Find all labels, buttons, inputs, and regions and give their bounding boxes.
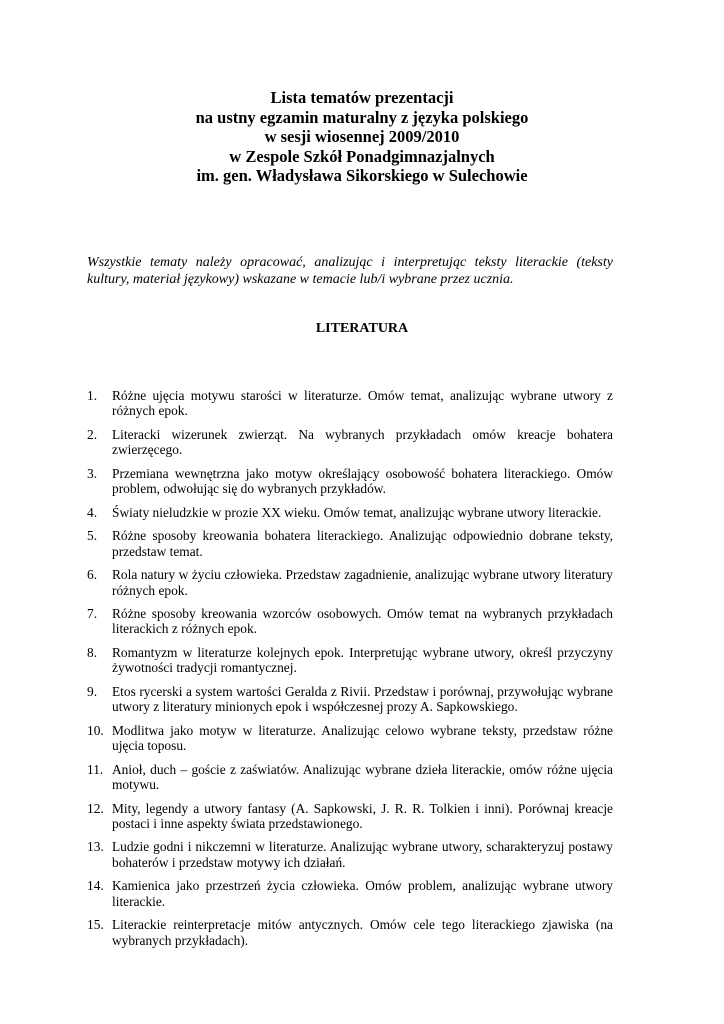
topic-item bbox=[87, 645, 613, 676]
topic-text: Kamienica jako przestrzeń życia człowieka. Omów problem, analizując wybrane utwory literackie. bbox=[112, 878, 613, 909]
title-line: w sesji wiosennej 2009/2010 bbox=[264, 127, 460, 147]
title-line: w Zespole Szkół Ponadgimnazjalnych bbox=[229, 146, 495, 166]
topic-text: Literackie reinterpretacje mitów antycznych. Omów cele tego literackiego zjawiska (na wybranych przykładach). bbox=[112, 917, 613, 948]
topic-text: Etos rycerski a system wartości Geralda z Rivii. Przedstaw i porównaj, przywołując wybrane utwory z literatury minionych epok i współczesnej prozy A. Sapkowskiego. bbox=[112, 683, 613, 715]
topic-item bbox=[87, 427, 613, 458]
topic-item bbox=[87, 606, 613, 637]
topic-number: 14. bbox=[87, 878, 104, 894]
topic-text: Różne sposoby kreowania bohatera literackiego. Analizując odpowiednio dobrane teksty, przedstaw temat. bbox=[112, 528, 613, 559]
topic-item bbox=[87, 878, 613, 909]
topic-number: 13. bbox=[87, 839, 104, 855]
topic-item bbox=[87, 801, 613, 832]
topic-number: 9. bbox=[87, 683, 98, 699]
topic-number: 8. bbox=[87, 644, 98, 660]
topic-item bbox=[87, 839, 613, 870]
topic-text: Różne ujęcia motywu starości w literaturze. Omów temat, analizując wybrane utwory z różnych epok. bbox=[112, 388, 613, 419]
topic-number: 11. bbox=[87, 761, 104, 777]
topic-text: Mity, legendy a utwory fantasy (A. Sapkowski, J. R. R. Tolkien i inni). Porównaj kreacje postaci i inne aspekty świata przedstawionego. bbox=[112, 800, 613, 831]
document-title bbox=[0, 88, 724, 186]
topic-item bbox=[87, 723, 613, 754]
title-line: im. gen. Władysława Sikorskiego w Sulechowie bbox=[196, 166, 528, 186]
topic-text: Rola natury w życiu człowieka. Przedstaw zagadnienie, analizując wybrane utwory literatury różnych epok. bbox=[112, 567, 613, 598]
topic-number: 6. bbox=[87, 567, 98, 583]
topic-text: Literacki wizerunek zwierząt. Na wybranych przykładach omów kreacje bohatera zwierzęcego. bbox=[112, 426, 613, 458]
topic-item bbox=[87, 466, 613, 497]
topic-list bbox=[87, 388, 613, 956]
topic-number: 7. bbox=[87, 606, 98, 622]
topic-number: 5. bbox=[87, 528, 98, 544]
topic-text: Romantyzm w literaturze kolejnych epok. Interpretując wybrane utwory, określ przyczyny żywotności tradycji romantycznej. bbox=[112, 644, 613, 676]
topic-item bbox=[87, 388, 613, 419]
topic-text: Różne sposoby kreowania wzorców osobowych. Omów temat na wybranych przykładach literackich z różnych epok. bbox=[112, 606, 613, 637]
topic-number: 12. bbox=[87, 800, 104, 816]
topic-item bbox=[87, 917, 613, 948]
topic-number: 2. bbox=[87, 426, 98, 442]
topic-number: 4. bbox=[87, 504, 98, 520]
topic-number: 15. bbox=[87, 917, 104, 933]
section-heading: LITERATURA bbox=[315, 321, 409, 336]
topic-item bbox=[87, 762, 613, 793]
topic-item bbox=[87, 684, 613, 715]
topic-number: 3. bbox=[87, 465, 98, 481]
topic-item bbox=[87, 528, 613, 559]
topic-number: 1. bbox=[87, 388, 98, 403]
intro-paragraph: Wszystkie tematy należy opracować, analizując i interpretując teksty literackie (teksty kultury, materiał językowy) wskazane w temacie lub/i wybrane przez ucznia. bbox=[87, 255, 613, 287]
topic-text: Przemiana wewnętrzna jako motyw określający osobowość bohatera literackiego. Omów problem, odwołując się do wybranych przykładów. bbox=[112, 465, 613, 497]
topic-number: 10. bbox=[87, 722, 104, 738]
topic-text: Ludzie godni i nikczemni w literaturze. Analizując wybrane utwory, scharakteryzuj postawy bohaterów i przedstaw motywy ich działań. bbox=[112, 839, 613, 870]
topic-text: Światy nieludzkie w prozie XX wieku. Omów temat, analizując wybrane utwory literackie. bbox=[112, 504, 602, 520]
topic-item bbox=[87, 505, 613, 520]
topic-text: Modlitwa jako motyw w literaturze. Analizując celowo wybrane teksty, przedstaw różne ujęcia toposu. bbox=[112, 722, 613, 754]
title-line: na ustny egzamin maturalny z języka polskiego bbox=[195, 107, 529, 127]
topic-item bbox=[87, 567, 613, 598]
topic-text: Anioł, duch – goście z zaświatów. Analizując wybrane dzieła literackie, omów różne ujęcia motywu. bbox=[112, 761, 613, 793]
title-line: Lista tematów prezentacji bbox=[270, 88, 454, 107]
